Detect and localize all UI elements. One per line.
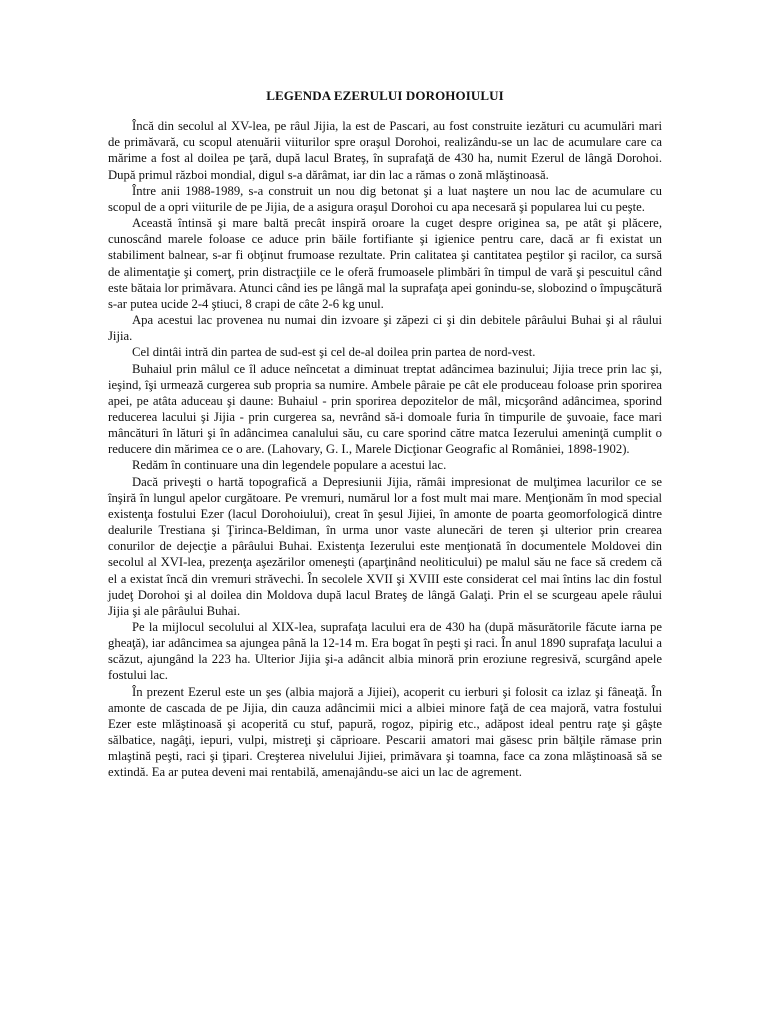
paragraph-8: Dacă priveşti o hartă topografică a Depresiunii Jijia, rămâi impresionat de mulţimea lacurilor ce se înşiră în lungul apelor curgătoare. Pe vremuri, numărul lor a fost mult mai mare. Menţionăm în mod special existenţa fostului Ezer (lacul Dorohoiului), creat în şesul Jijiei, în amonte de poarta geomorfologică dintre dealurile Trestiana şi Ţirinca-Beldiman, în urma unor vaste alunecări de teren şi ulterior prin crearea conurilor de dejecţie a pârâului Buhai. Existenţa Iezerului este menţionată în documentele Moldovei din secolul al XVI-lea, prezenţa aşezărilor omeneşti (aparţinând neoliticului) pe malul său ne face să credem că el a existat încă din vremuri străvechi. În secolele XVII şi XVIII este considerat cel mai întins lac din fostul judeţ Dorohoi şi al doilea din Moldova după lacul Brateş de lângă Galaţi. Prin el se scurgeau apele râului Jijia şi ale pârâului Buhai. <box>108 474 662 618</box>
paragraph-3: Această întinsă şi mare baltă precât inspiră oroare la cuget despre originea sa, pe atât şi plăcere, cunoscând marele foloase ce aduce prin băile fortifiante şi igienice pentru care, dacă ar fi existat un stabiliment balnear, s-ar fi obţinut frumoase rezultate. Prin calitatea şi cantitatea peştilor şi racilor, ca sursă de alimentaţie şi comerţ, prin distracţiile ce le oferă frumoasele plimbări în timpul de vară şi pescuitul când este bătaia lor primăvara. Atunci când ies pe lângă mal la suprafaţa apei gonindu-se, slobozind o împuşcătură s-ar putea ucide 2-4 ştiuci, 8 crapi de câte 2-6 kg unul. <box>108 216 662 311</box>
paragraph-2: Între anii 1988-1989, s-a construit un nou dig betonat şi a luat naştere un nou lac de acumulare cu scopul de a opri viiturile de pe Jijia, de a asigura oraşul Dorohoi cu apa necesară şi popularea lui cu peşte. <box>108 183 662 214</box>
paragraph-10: În prezent Ezerul este un şes (albia majoră a Jijiei), acoperit cu ierburi şi folosit ca izlaz şi fâneaţă. În amonte de cascada de pe Jijia, din cauza adâncimii mici a albiei minore faţă de cea majoră, vatra fostului Ezer este mlăştinoasă şi acoperită cu stuf, papură, rogoz, pipirig etc., adăpost ideal pentru raţe şi gâşte sălbatice, nagâţi, iepuri, vulpi, mistreţi şi căprioare. Pescarii amatori mai găsesc prin bălţile rămase prin mlaştină peşti, raci şi ţipari. Creşterea nivelului Jijiei, primăvara şi toamna, face ca zona mlăştinoasă să se extindă. Ea ar putea deveni mai rentabilă, amenajându-se aici un lac de agrement. <box>108 684 662 780</box>
paragraph-4: Apa acestui lac provenea nu numai din izvoare şi zăpezi ci şi din debitele pârâului Buhai şi al râului Jijia. <box>108 313 662 344</box>
paragraph-5: Cel dintâi intră din partea de sud-est şi cel de-al doilea prin partea de nord-vest. <box>132 345 536 360</box>
document-title: LEGENDA EZERULUI DOROHOIULUI <box>266 88 504 103</box>
paragraph-6: Buhaiul prin mâlul ce îl aduce neîncetat a diminuat treptat adâncimea bazinului; Jijia trece prin lac şi, ieşind, îşi urmează curgerea sub propria sa numire. Ambele pâraie pe cât ele produceau foloase prin sporirea apei, pe atâta aduceau şi daune: Buhaiul - prin sporirea depozitelor de mâl, micşorând adâncimea, sporind reducerea lacului şi Jijia - prin curgerea sa, nevrând să-i domoale furia în timpurile de şuvoaie, face mari mâncături în lături şi în adâncimea canalului său, cu care sporind către matca Iezerului ameninţă cumplit o reducere din mărimea ce o are. (Lahovary, G. I., Marele Dicţionar Geografic al României, 1898-1902). <box>108 361 662 457</box>
paragraph-7: Redăm în continuare una din legendele populare a acestui lac. <box>132 458 447 473</box>
paragraph-1: Încă din secolul al XV-lea, pe râul Jijia, la est de Pascari, au fost construite iezături cu acumulări mari de primăvară, cu scopul atenuării viiturilor spre oraşul Dorohoi, realizându-se un lac de acumulare care ca mărime a fost al doilea pe ţară, după lacul Brateş, în suprafaţă de 430 ha, numit Ezerul de lângă Dorohoi. După primul război mondial, digul s-a dărâmat, iar din lac a rămas o zonă mlăştinoasă. <box>108 119 662 182</box>
paragraph-9: Pe la mijlocul secolului al XIX-lea, suprafaţa lacului era de 430 ha (după măsurătorile făcute iarna pe gheaţă), iar adâncimea sa ajungea până la 12-14 m. Era bogat în peşti şi raci. În anul 1890 suprafaţa lacului a scăzut, ajungând la 223 ha. Ulterior Jijia şi-a adâncit albia minoră prin eroziune regresivă, scurgând apele fostului lac. <box>108 620 662 683</box>
document-page <box>108 88 662 781</box>
